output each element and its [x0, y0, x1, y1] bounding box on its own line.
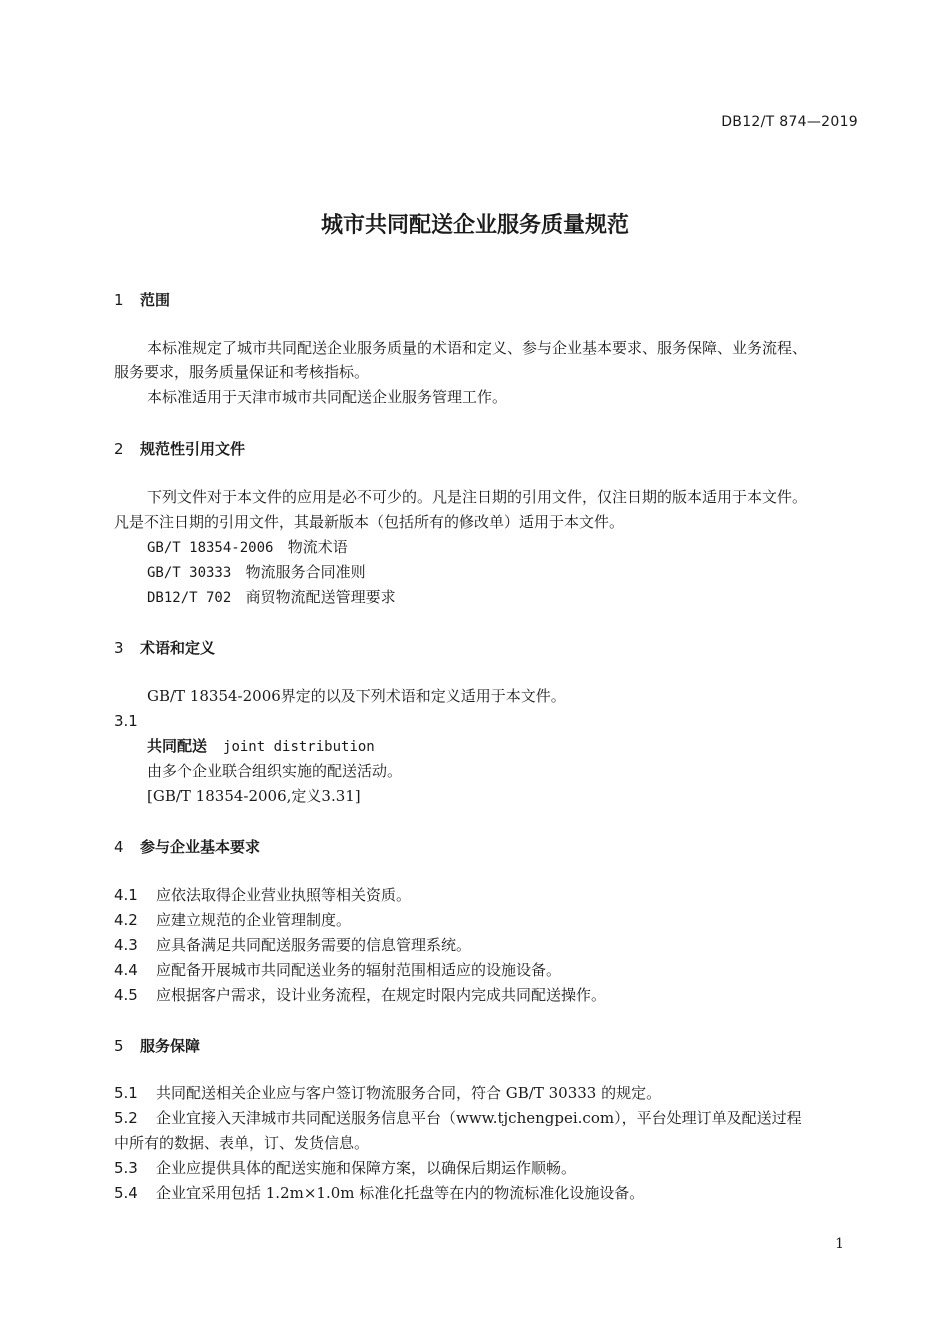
- term-number: 3.1: [114, 712, 138, 730]
- section-number: 2: [114, 440, 124, 458]
- section-title: 服务保障: [140, 1037, 201, 1055]
- section-number: 3: [114, 639, 124, 657]
- clause-number: 5.2: [114, 1109, 138, 1127]
- clause-number: 4.4: [114, 961, 138, 979]
- clause-item: [114, 933, 471, 958]
- term-source: [GB/T 18354-2006,定义3.31]: [147, 787, 361, 805]
- reference-name: 物流术语: [287, 538, 348, 556]
- clause-text: 应依法取得企业营业执照等相关资质。: [156, 886, 412, 904]
- section-title: 范围: [140, 291, 171, 309]
- paragraph: GB/T 18354-2006界定的以及下列术语和定义适用于本文件。: [147, 687, 566, 705]
- clause-text: 企业应提供具体的配送实施和保障方案，以确保后期运作顺畅。: [156, 1159, 577, 1177]
- clause-number: 5.3: [114, 1159, 138, 1177]
- clause-text: 应配备开展城市共同配送业务的辐射范围相适应的设施设备。: [156, 961, 562, 979]
- clause-number: 5.1: [114, 1084, 138, 1102]
- term-chinese: 共同配送: [147, 737, 208, 755]
- term-entry: [147, 734, 375, 760]
- reference-code: GB/T 30333: [147, 565, 232, 581]
- clause-item: [114, 958, 561, 983]
- term-definition: 由多个企业联合组织实施的配送活动。: [147, 762, 403, 780]
- reference-name: 物流服务合同准则: [245, 563, 366, 581]
- clause-text: 应建立规范的企业管理制度。: [156, 911, 352, 929]
- section-number: 4: [114, 838, 124, 856]
- term-english: joint distribution: [223, 739, 375, 755]
- clause-continuation: 中所有的数据、表单，订、发货信息。: [114, 1134, 370, 1152]
- clause-text: 企业宜接入天津城市共同配送服务信息平台（www.tjchengpei.com），平台处理订单及配送过程: [156, 1109, 802, 1127]
- section-5-heading: [114, 1035, 200, 1056]
- page-number: 1: [835, 1236, 844, 1252]
- reference-code: DB12/T 702: [147, 590, 232, 606]
- section-title: 术语和定义: [140, 639, 216, 657]
- clause-item: [114, 1181, 644, 1206]
- reference-item: [147, 535, 348, 561]
- section-title: 参与企业基本要求: [140, 838, 261, 856]
- paragraph: 凡是不注日期的引用文件，其最新版本（包括所有的修改单）适用于本文件。: [114, 513, 625, 531]
- reference-item: [147, 560, 366, 586]
- paragraph: 服务要求，服务质量保证和考核指标。: [114, 363, 370, 381]
- paragraph: 下列文件对于本文件的应用是必不可少的。凡是注日期的引用文件，仅注日期的版本适用于本文件。: [147, 488, 808, 506]
- clause-number: 4.2: [114, 911, 138, 929]
- clause-number: 4.1: [114, 886, 138, 904]
- clause-item: [114, 1081, 661, 1106]
- paragraph: 本标准规定了城市共同配送企业服务质量的术语和定义、参与企业基本要求、服务保障、业务流程、: [147, 339, 808, 357]
- clause-item: [114, 908, 351, 933]
- clause-item: [114, 883, 411, 908]
- section-2-heading: [114, 438, 245, 459]
- section-3-heading: [114, 637, 215, 658]
- clause-item: [114, 1156, 576, 1181]
- section-number: 5: [114, 1037, 124, 1055]
- clause-text: 应具备满足共同配送服务需要的信息管理系统。: [156, 936, 472, 954]
- clause-number: 4.5: [114, 986, 138, 1004]
- section-title: 规范性引用文件: [140, 440, 246, 458]
- clause-text: 共同配送相关企业应与客户签订物流服务合同，符合 GB/T 30333 的规定。: [156, 1084, 662, 1102]
- section-4-heading: [114, 836, 260, 857]
- clause-item: [114, 983, 606, 1008]
- section-number: 1: [114, 291, 124, 309]
- document-title: 城市共同配送企业服务质量规范: [320, 213, 629, 238]
- clause-text: 企业宜采用包括 1.2m×1.0m 标准化托盘等在内的物流标准化设施设备。: [156, 1184, 645, 1202]
- reference-item: [147, 585, 396, 611]
- reference-name: 商贸物流配送管理要求: [245, 588, 396, 606]
- paragraph: 本标准适用于天津市城市共同配送企业服务管理工作。: [147, 388, 508, 406]
- document-code: DB12/T 874—2019: [721, 114, 858, 130]
- section-1-heading: [114, 289, 170, 310]
- reference-code: GB/T 18354-2006: [147, 540, 274, 556]
- clause-text: 应根据客户需求，设计业务流程，在规定时限内完成共同配送操作。: [156, 986, 607, 1004]
- clause-item: [114, 1106, 802, 1131]
- clause-number: 5.4: [114, 1184, 138, 1202]
- clause-number: 4.3: [114, 936, 138, 954]
